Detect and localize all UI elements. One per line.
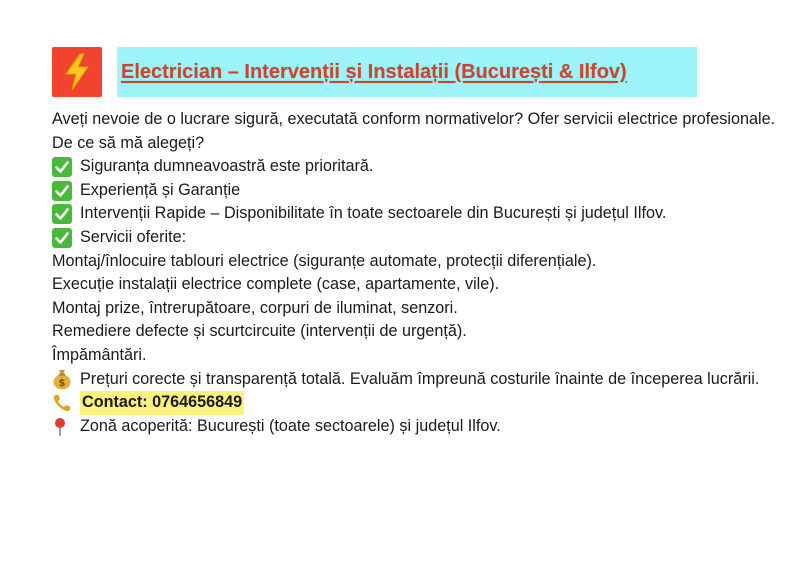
page-title: Electrician – Intervenții și Instalații (București & Ilfov) xyxy=(121,60,627,83)
intro-text: Aveți nevoie de o lucrare sigură, executată conform normativelor? Ofer servicii electrice profesionale. xyxy=(52,110,776,128)
check-item-text: Siguranța dumneavoastră este prioritară. xyxy=(80,157,374,176)
body-text xyxy=(52,108,782,438)
area-line xyxy=(52,415,782,439)
header xyxy=(52,47,697,97)
check-mark-icon xyxy=(52,226,74,250)
svg-text:$: $ xyxy=(58,378,66,390)
check-mark-icon xyxy=(52,202,74,226)
service-item: Montaj prize, întrerupătoare, corpuri de iluminat, senzori. xyxy=(52,298,458,317)
check-mark-icon xyxy=(52,155,74,179)
contact-phone[interactable]: Contact: 0764656849 xyxy=(80,391,244,415)
telephone-icon xyxy=(52,391,74,415)
service-item: Montaj/înlocuire tablouri electrice (siguranțe automate, protecții diferențiale). xyxy=(52,251,597,270)
service-item: Împământări. xyxy=(52,345,147,364)
contact-line xyxy=(52,391,782,415)
check-item xyxy=(52,202,782,226)
money-bag-icon xyxy=(52,368,74,392)
check-item-text: Intervenții Rapide – Disponibilitate în toate sectoarele din București și județul Ilfov. xyxy=(80,204,667,223)
check-item-text: Servicii oferite: xyxy=(80,227,187,246)
location-pin-icon xyxy=(52,415,74,439)
check-item-text: Experiență și Garanție xyxy=(80,180,241,199)
why-heading: De ce să mă alegeți? xyxy=(52,133,205,152)
area-text: Zonă acoperită: București (toate sectoarele) și județul Ilfov. xyxy=(80,416,501,435)
title-bar xyxy=(117,47,697,97)
check-item xyxy=(52,179,782,203)
pricing-text: Prețuri corecte și transparență totală. Evaluăm împreună costurile înainte de începerea lucrării. xyxy=(80,369,760,388)
pricing-line xyxy=(52,368,782,392)
service-item: Remediere defecte și scurtcircuite (intervenții de urgență). xyxy=(52,322,467,341)
service-item: Execuție instalații electrice complete (case, apartamente, vile). xyxy=(52,275,500,294)
lightning-bolt-icon xyxy=(52,47,102,97)
check-item xyxy=(52,226,782,250)
check-mark-icon xyxy=(52,179,74,203)
check-item xyxy=(52,155,782,179)
